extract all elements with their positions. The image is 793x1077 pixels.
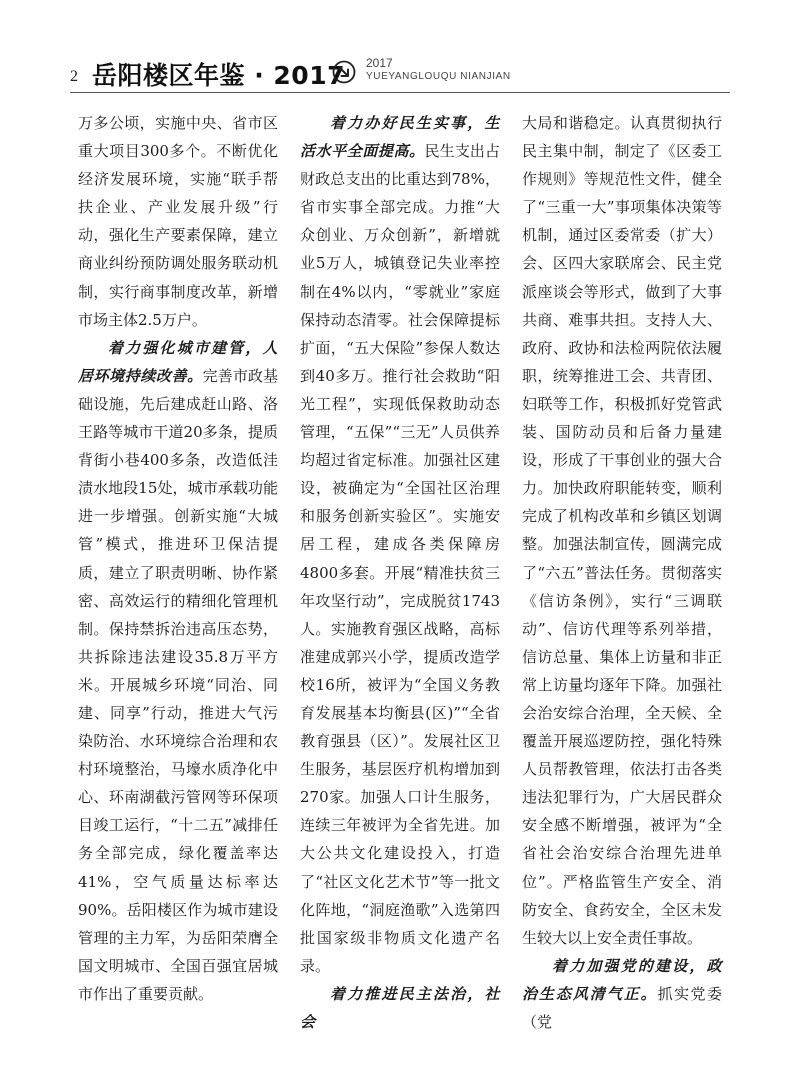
- paragraph-text: 抓实党委（党: [522, 984, 722, 1031]
- paragraph: [522, 109, 722, 952]
- circle-arrow-icon: [332, 60, 356, 84]
- paragraph-lead: 着力加强党的建设，政治生态风清气正。: [522, 956, 722, 1003]
- column-3: [522, 109, 722, 1031]
- header-pinyin: YUEYANGLOUQU NIANJIAN: [366, 71, 511, 82]
- paragraph: [300, 109, 500, 980]
- paragraph-text: 民生支出占财政总支出的比重达到78%，省市实事全部完成。力推“大众创业、万众创新”，新增就业5万人，城镇登记失业率控制在4%以内，“零就业”家庭保持动态清零。社会保障提标扩面，“五大保险”参保人数达到40多万。推行社会救助“阳光工程”，实现低保救助动态管理，“五保”“三无”人员供养均超过省定标准。加强社区建设，被确定为“全国社区治理和服务创新实验区”。实施安居工程，建成各类保障房4800多套。开展“精准扶贫三年攻坚行动”，完成脱贫1743人。实施教育强区战略，高标准建成郭兴小学，提质改造学校16所，被评为“全国义务教育发展基本均衡县(区)”“全省教育强县（区）”。发展社区卫生服务，基层医疗机构增加到270家。加强人口计生服务，连续三年被评为全省先进。加大公共文化建设投入，打造了“社区文化艺术节”等一批文化阵地，“洞庭渔歌”入选第四批国家级非物质文化遗产名录。: [300, 142, 500, 975]
- paragraph-lead: 着力推进民主法治，社会: [300, 984, 500, 1031]
- book-title: 岳阳楼区年鉴 · 2017: [92, 61, 345, 90]
- column-2: [300, 109, 500, 1031]
- column-1: [78, 109, 278, 1009]
- paragraph: [78, 334, 278, 1008]
- paragraph-lead: 着力办好民生实事，生活水平全面提高。: [300, 114, 500, 161]
- paragraph-lead: 着力强化城市建管，人居环境持续改善。: [78, 338, 278, 385]
- page-header: [70, 54, 730, 96]
- paragraph-text: 大局和谐稳定。认真贯彻执行民主集中制，制定了《区委工作规则》等规范性文件，健全了“三重一大”事项集体决策等机制，通过区委常委（扩大）会、区四大家联席会、民主党派座谈会等形式，做到了大事共商、难事共担。支持人大、政府、政协和法检两院依法履职，统筹推进工会、共青团、妇联等工作，积极抓好党管武装、国防动员和后备力量建设，形成了干事创业的强大合力。加快政府职能转变，顺利完成了机构改革和乡镇区划调整。加强法制宣传，圆满完成了“六五”普法任务。贯彻落实《信访条例》，实行“三调联动”、信访代理等系列举措，信访总量、集体上访量和非正常上访量均逐年下降。加强社会治安综合治理，全天候、全覆盖开展巡逻防控，强化特殊人员帮教管理，依法打击各类违法犯罪行为，广大居民群众安全感不断增强，被评为“全省社会治安综合治理先进单位”。严格监管生产安全、消防安全、食药安全，全区未发生较大以上安全责任事故。: [522, 114, 722, 947]
- paragraph-text: 完善市政基础设施，先后建成赶山路、洛王路等城市干道20多条，提质背街小巷400多条，改造低洼渍水地段15处，城市承载功能进一步增强。创新实施“大城管”模式，推进环卫保洁提质，建立了职责明晰、协作紧密、高效运行的精细化管理机制。保持禁拆治违高压态势，共拆除违法建设35.8万平方米。开展城乡环境“同治、同建、同享”行动，推进大气污染防治、水环境综合治理和农村环境整治，马壕水质净化中心、环南湖截污管网等环保项目竣工运行，“十二五”减排任务全部完成，绿化覆盖率达41%，空气质量达标率达90%。岳阳楼区作为城市建设管理的主力军，为岳阳荣膺全国文明城市、全国百强宜居城市作出了重要贡献。: [78, 366, 278, 1003]
- text-columns: [78, 109, 722, 1031]
- paragraph: [522, 952, 722, 1036]
- paragraph-text: 万多公顷，实施中央、省市区重大项目300多个。不断优化经济发展环境，实施“联手帮扶企业、产业发展升级”行动，强化生产要素保障，建立商业纠纷预防调处服务联动机制，实行商事制度改革，新增市场主体2.5万户。: [78, 114, 278, 329]
- paragraph: [300, 980, 500, 1036]
- header-year: 2017: [366, 56, 393, 70]
- page-number: 2: [70, 68, 78, 85]
- header-rule: [70, 92, 730, 93]
- paragraph: [78, 109, 278, 334]
